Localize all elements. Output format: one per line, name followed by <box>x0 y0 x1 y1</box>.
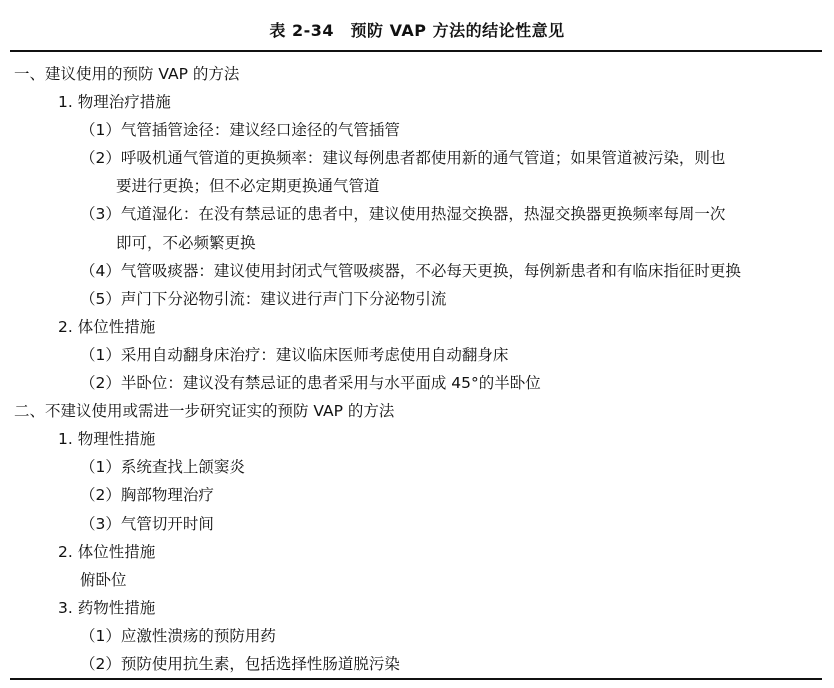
subsection-heading: 2. 体位性措施 <box>58 542 156 561</box>
subsection-heading: 1. 物理性措施 <box>58 430 156 449</box>
section-heading-not-recommended: 二、不建议使用或需进一步研究证实的预防 VAP 的方法 <box>14 402 395 421</box>
list-item-continuation: 即可，不必频繁更换 <box>116 233 256 252</box>
table-caption: 表 2-34 预防 VAP 方法的结论性意见 <box>269 21 565 40</box>
list-item: （3）气管切开时间 <box>80 514 214 533</box>
list-item: （1）系统查找上颌窦炎 <box>80 458 245 477</box>
list-item-continuation: 要进行更换；但不必定期更换通气管道 <box>116 177 380 196</box>
subsection-heading: 1. 物理治疗措施 <box>58 93 171 112</box>
list-item: （3）气道湿化：在没有禁忌证的患者中，建议使用热湿交换器，热湿交换器更换频率每周一次 <box>80 205 726 224</box>
list-item: （4）气管吸痰器：建议使用封闭式气管吸痰器，不必每天更换，每例新患者和有临床指征时更换 <box>80 261 741 280</box>
list-item: （2）胸部物理治疗 <box>80 486 214 505</box>
subsection-heading: 2. 体位性措施 <box>58 317 156 336</box>
list-item: （1）采用自动翻身床治疗：建议临床医师考虑使用自动翻身床 <box>80 345 509 364</box>
list-item: （2）预防使用抗生素，包括选择性肠道脱污染 <box>80 654 400 673</box>
subsection-heading: 3. 药物性措施 <box>58 598 156 617</box>
table-body <box>0 60 834 678</box>
list-item: （1）气管插管途径：建议经口途径的气管插管 <box>80 121 400 140</box>
section-heading-recommended: 一、建议使用的预防 VAP 的方法 <box>14 65 240 83</box>
list-item: （2）半卧位：建议没有禁忌证的患者采用与水平面成 45°的半卧位 <box>80 374 541 393</box>
list-item: （2）呼吸机通气管道的更换频率：建议每例患者都使用新的通气管道；如果管道被污染，则也 <box>80 149 726 168</box>
table-bottom-rule <box>10 678 822 680</box>
list-item: 俯卧位 <box>80 570 127 589</box>
list-item: （1）应激性溃疡的预防用药 <box>80 626 276 645</box>
list-item: （5）声门下分泌物引流：建议进行声门下分泌物引流 <box>80 289 447 308</box>
table-top-rule <box>10 50 822 52</box>
